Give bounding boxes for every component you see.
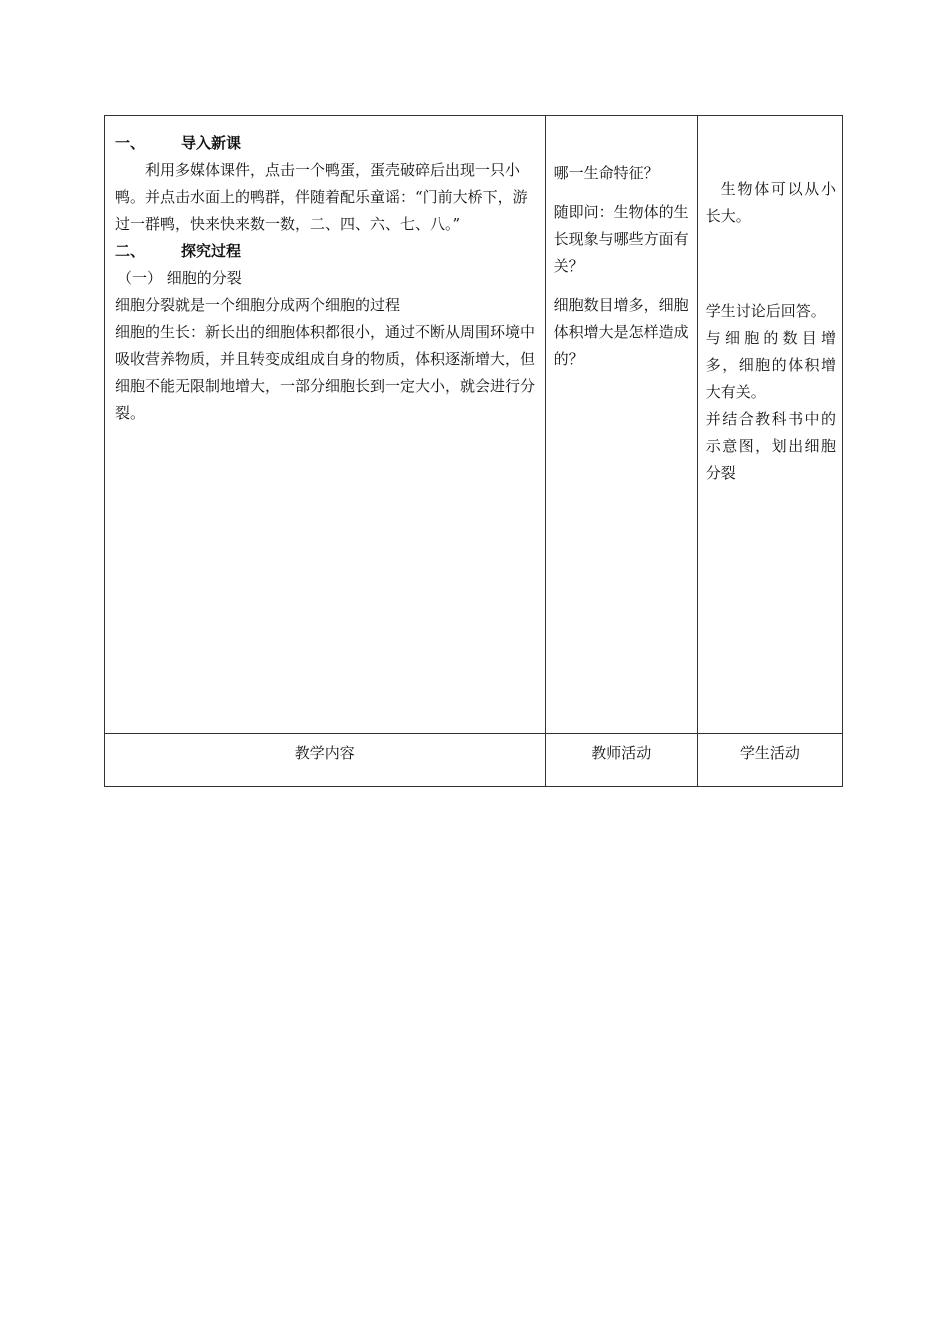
- student-answer-1: 生物体可以从小长大。: [705, 180, 836, 225]
- intro-paragraph: 利用多媒体课件，点击一个鸭蛋，蛋壳破碎后出现一只小鸭。并点击水面上的鸭群，伴随着配乐童谣：“门前大桥下，游过一群鸭，快来快来数一数，二、四、六、七、八。”: [115, 161, 528, 233]
- section-heading-intro: 一、 导入新课: [115, 134, 242, 152]
- lesson-body-row: [105, 116, 843, 734]
- teacher-question-1: 哪一生命特征？: [553, 164, 659, 182]
- student-answer-3: 与细胞的数目增多，细胞的体积增大有关。: [705, 329, 836, 401]
- student-answer-4: 并结合教科书中的示意图，划出细胞分裂: [705, 410, 836, 482]
- teacher-activity-cell: [545, 116, 697, 734]
- cell-growth-paragraph: 细胞的生长：新长出的细胞体积都很小，通过不断从周围环境中吸收营养物质，并且转变成组成自身的物质，体积逐渐增大，但细胞不能无限制地增大，一部分细胞长到一定大小，就会进行分裂。: [115, 323, 536, 422]
- teacher-question-3: 细胞数目增多，细胞体积增大是怎样造成的？: [553, 296, 689, 368]
- student-activity-cell: [697, 116, 842, 734]
- teacher-question-2: 随即问：生物体的生长现象与哪些方面有关？: [553, 203, 689, 275]
- subsection-heading: （一） 细胞的分裂: [117, 269, 242, 287]
- footer-content-label: 教学内容: [105, 734, 546, 787]
- teaching-content-cell: [105, 116, 546, 734]
- footer-teacher-label: 教师活动: [545, 734, 697, 787]
- cell-division-definition: 细胞分裂就是一个细胞分成两个细胞的过程: [115, 296, 401, 314]
- table-footer-row: [105, 734, 843, 787]
- student-answer-2: 学生讨论后回答。: [705, 302, 826, 320]
- footer-student-label: 学生活动: [697, 734, 842, 787]
- section-heading-explore: 二、 探究过程: [115, 242, 242, 260]
- lesson-plan-table: [104, 115, 843, 787]
